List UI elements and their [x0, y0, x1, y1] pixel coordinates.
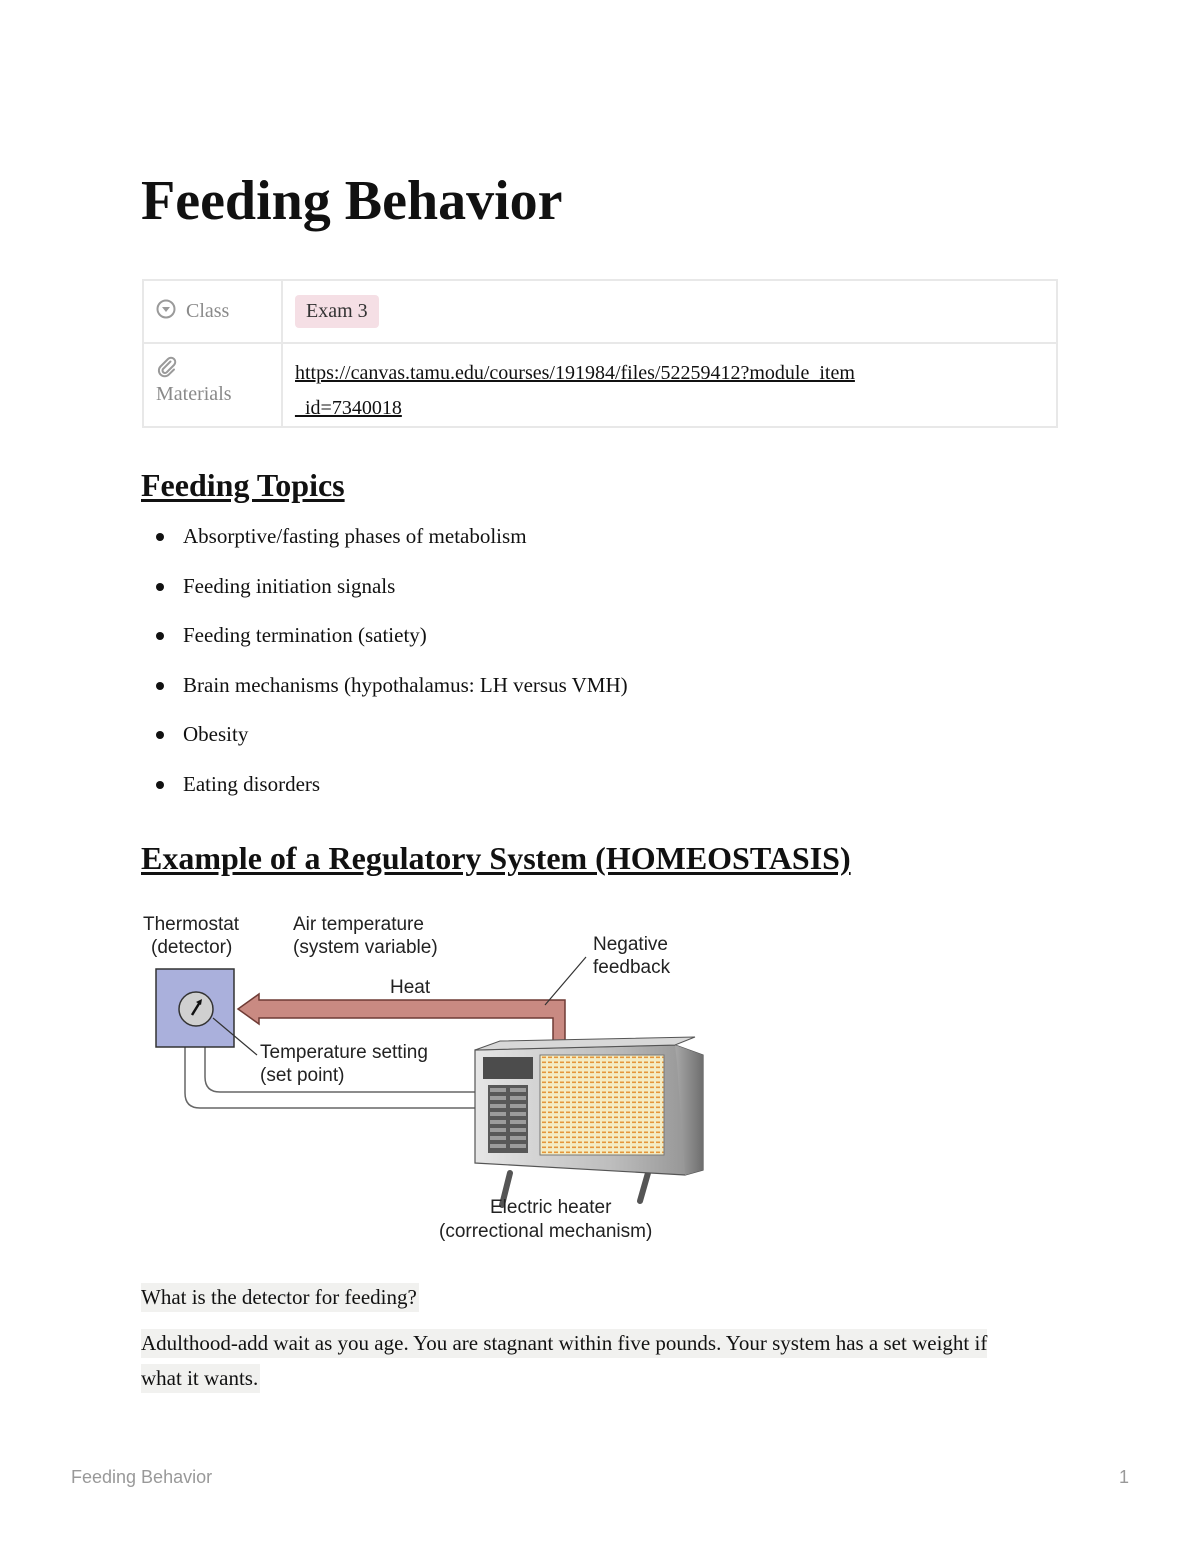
- property-row-class: [143, 280, 1057, 343]
- class-label: Class: [186, 300, 230, 322]
- property-key-materials: [143, 343, 282, 427]
- air-temperature-label: Air temperature: [293, 914, 424, 935]
- list-item: Feeding initiation signals: [141, 570, 628, 620]
- feedback-label: feedback: [593, 957, 671, 978]
- materials-link[interactable]: https://canvas.tamu.edu/courses/191984/files/52259412?module_item_id=7340018: [295, 362, 855, 419]
- question-highlight: What is the detector for feeding?: [141, 1283, 419, 1312]
- set-point-label: (set point): [260, 1065, 345, 1086]
- topics-list: [141, 520, 628, 817]
- correctional-mechanism-label: (correctional mechanism): [439, 1221, 653, 1242]
- regulatory-heading: Example of a Regulatory System (HOMEOSTASIS): [141, 840, 851, 876]
- property-row-materials: [143, 343, 1057, 427]
- list-item: Absorptive/fasting phases of metabolism: [141, 520, 628, 570]
- question-text: [141, 1280, 419, 1315]
- materials-label: Materials: [156, 383, 232, 405]
- answer-text: [141, 1326, 1021, 1396]
- temperature-setting-label: Temperature setting: [260, 1042, 428, 1063]
- paperclip-icon: [156, 356, 281, 378]
- page-title: Feeding Behavior: [141, 170, 563, 232]
- system-variable-label: (system variable): [293, 937, 438, 958]
- property-value-class: [282, 280, 1057, 343]
- heat-label: Heat: [390, 977, 431, 998]
- answer-highlight: Adulthood-add wait as you age. You are stagnant within five pounds. Your system has a set weight if what it wants.: [141, 1329, 987, 1393]
- class-tag[interactable]: Exam 3: [295, 295, 379, 328]
- list-item: Obesity: [141, 718, 628, 768]
- properties-table: [142, 279, 1058, 428]
- footer-title: Feeding Behavior: [71, 1467, 213, 1487]
- detector-label: (detector): [151, 937, 233, 958]
- electric-heater-label: Electric heater: [490, 1197, 612, 1218]
- electric-heater: [475, 1037, 703, 1205]
- property-key-class: [143, 280, 282, 343]
- page-number: 1: [1118, 1467, 1129, 1487]
- homeostasis-diagram: [140, 905, 720, 1250]
- property-value-materials: [282, 343, 1057, 427]
- heat-arrow: [238, 994, 565, 1045]
- list-item: Eating disorders: [141, 768, 628, 818]
- list-item: Feeding termination (satiety): [141, 619, 628, 669]
- feeding-topics-heading: Feeding Topics: [141, 467, 345, 503]
- feedback-leader: [545, 957, 586, 1005]
- list-item: Brain mechanisms (hypothalamus: LH versus VMH): [141, 669, 628, 719]
- select-icon: [156, 299, 176, 325]
- negative-label: Negative: [593, 934, 668, 955]
- thermostat-label: Thermostat: [143, 914, 240, 935]
